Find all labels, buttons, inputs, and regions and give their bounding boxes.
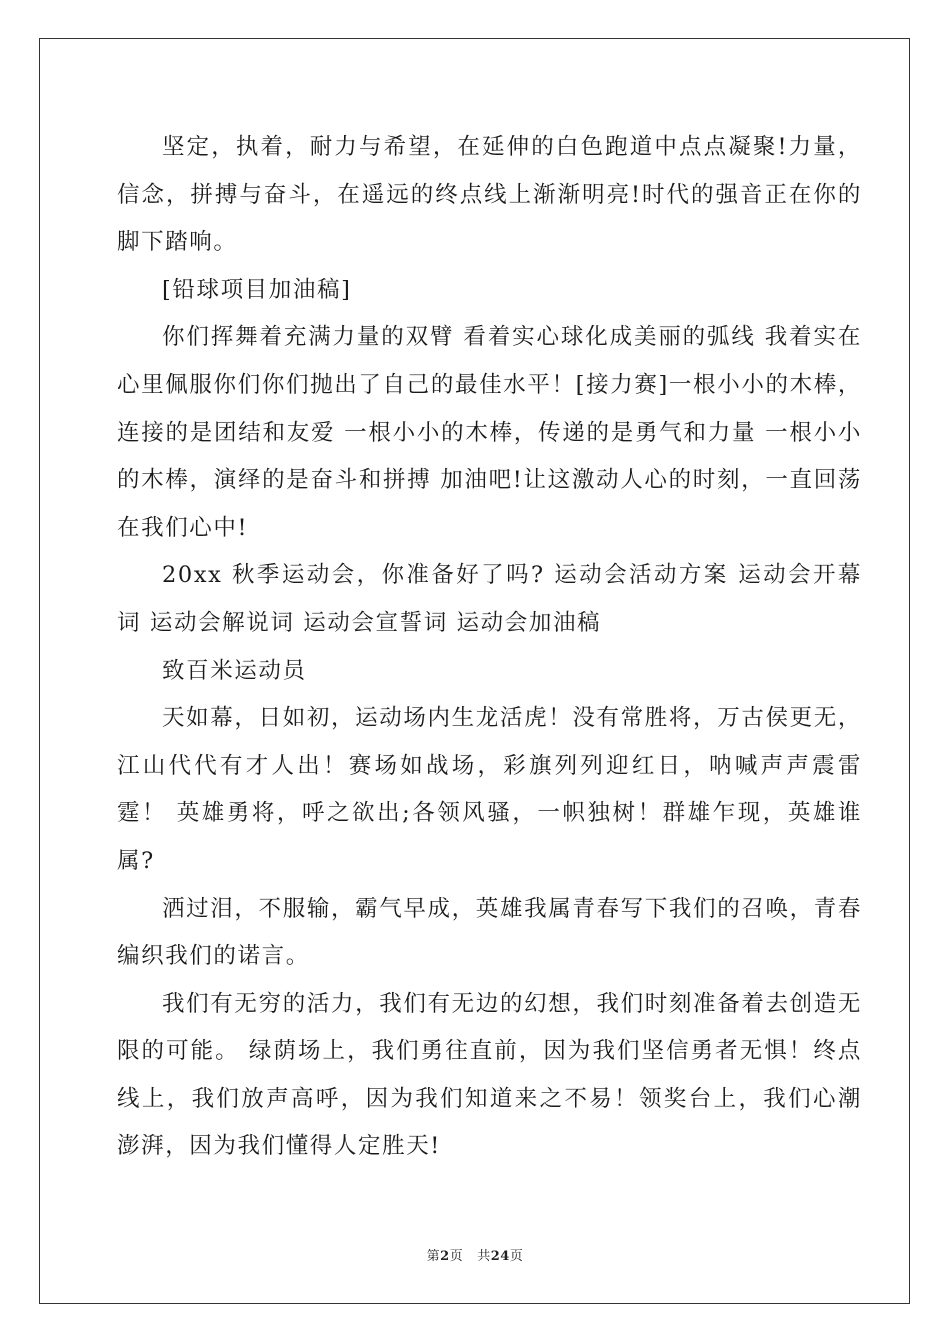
paragraph-7: 洒过泪，不服输，霸气早成，英雄我属青春写下我们的召唤，青春编织我们的诺言。 — [117, 895, 862, 970]
paragraph-8: 我们有无穷的活力，我们有无边的幻想，我们时刻准备着去创造无限的可能。 绿荫场上，我们勇往直前，因为我们坚信勇者无惧！终点线上，我们放声高呼，因为我们知道来之不易！领奖台上，我们心潮澎湃，因为我们懂得人定胜天! — [117, 990, 862, 1160]
paragraph-4: 20xx 秋季运动会，你准备好了吗? 运动会活动方案 运动会开幕词 运动会解说词 运动会宣誓词 运动会加油稿 — [117, 562, 862, 636]
paragraph-1: 坚定，执着，耐力与希望，在延伸的白色跑道中点点凝聚!力量，信念，拼搏与奋斗，在遥远的终点线上渐渐明亮!时代的强音正在你的脚下踏响。 — [117, 134, 862, 256]
paragraph-5-heading: 致百米运动员 — [162, 657, 307, 684]
total-prefix: 共 — [477, 1249, 491, 1264]
paragraph-3: 你们挥舞着充满力量的双臂 看着实心球化成美丽的弧线 我着实在心里佩服你们你们抛出了自己的最佳水平！[接力赛]一根小小的木棒，连接的是团结和友爱 一根小小的木棒，传递的是勇气和力量 一根小小的木棒，演绎的是奋斗和拼搏 加油吧!让这激动人心的时刻，一直回荡在我们心中! — [117, 324, 862, 541]
document-body — [117, 124, 862, 1171]
page-total: 24 — [490, 1249, 510, 1264]
paragraph-6: 天如幕，日如初，运动场内生龙活虎！没有常胜将，万古侯更无，江山代代有才人出！赛场如战场，彩旗列列迎红日，呐喊声声震雷霆！ 英雄勇将，呼之欲出;各领风骚，一帜独树！群雄乍现，英雄谁属? — [117, 705, 862, 874]
page-footer — [0, 1245, 950, 1264]
page-prefix: 第 — [426, 1249, 441, 1264]
page-suffix: 页 — [449, 1249, 464, 1264]
total-suffix: 页 — [509, 1249, 524, 1264]
paragraph-2-heading: [铅球项目加油稿] — [162, 276, 352, 303]
page-current: 2 — [440, 1249, 450, 1264]
